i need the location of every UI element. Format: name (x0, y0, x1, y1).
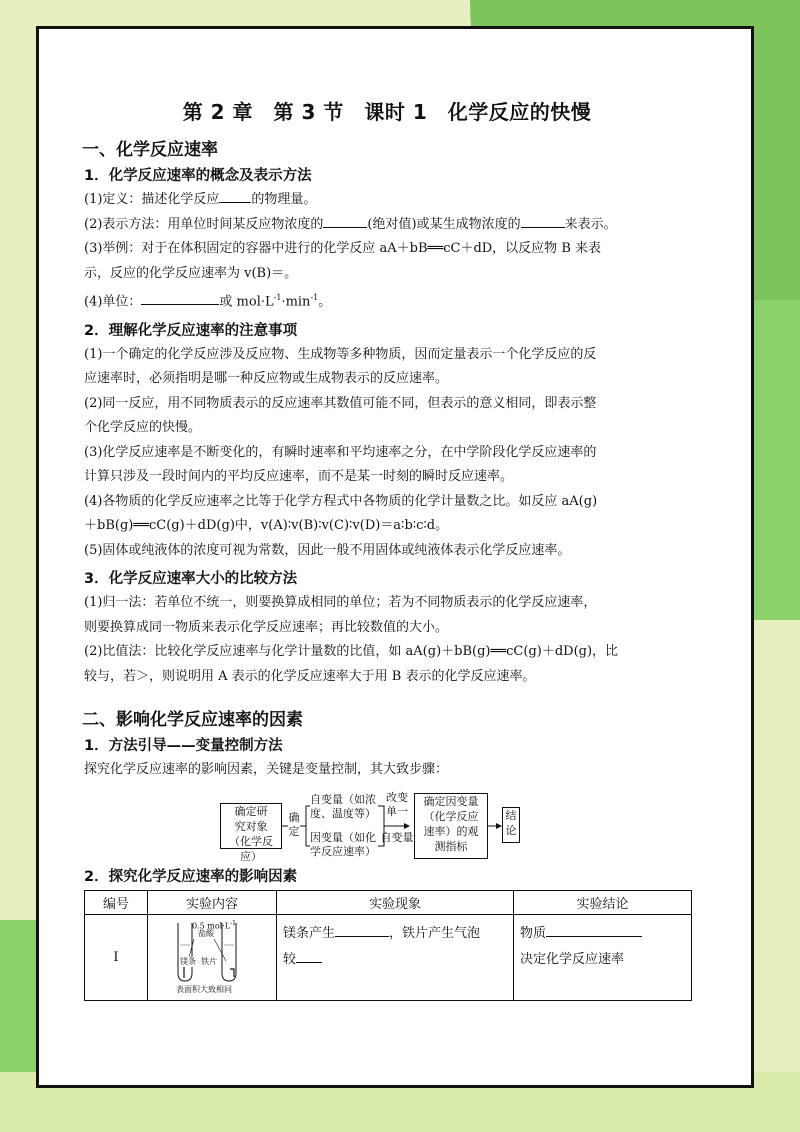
notes-line: ＋bB(g)══cC(g)＋dD(g)中，v(A)∶v(B)∶v(C)∶v(D)＝a∶b∶c∶d。 (84, 518, 449, 534)
phenomenon-text-a: 镁条产生 (283, 925, 336, 941)
table-header-row (85, 890, 692, 914)
notes-line: 应速率时，必须指明是哪一种反应物或生成物表示的反应速率。 (84, 371, 449, 387)
unit-line (84, 286, 690, 315)
method-intro: 探究化学反应速率的影响因素，关键是变量控制，其大致步骤： (84, 762, 449, 778)
definition-line (84, 188, 690, 213)
flow-label-dependent-variable (310, 831, 380, 859)
unit-text-d: 。 (318, 294, 332, 310)
subheading-compare: 3．化学反应速率大小的比较方法 (84, 571, 298, 588)
experiment-phenomenon (277, 914, 514, 1000)
blank (521, 213, 565, 228)
notes-line: (4)各物质的化学反应速率之比等于化学方程式中各物质的化学计量数之比。如反应 aA(g) (84, 493, 598, 509)
flow-text: 确 (288, 810, 300, 824)
notes-line: (1)一个确定的化学反应涉及反应物、生成物等多种物质，因而定量表示一个化学反应的反 (84, 346, 597, 362)
definition-text-a: (1)定义：描述化学反应 (84, 192, 220, 207)
flow-text: 确定因变量 (423, 794, 479, 808)
unit-text-a: (4)单位： (84, 294, 142, 310)
blank (219, 188, 251, 203)
notes-line: 计算只涉及一段时间内的平均反应速率，而不是某一时刻的瞬时反应速率。 (84, 469, 514, 485)
flow-text: 测指标 (434, 839, 468, 853)
flow-text: 结 (505, 808, 517, 822)
compare-line: 较与，若＞，则说明用 A 表示的化学反应速率大于用 B 表示的化学反应速率。 (84, 668, 536, 684)
blank (546, 922, 642, 937)
notes-line: (5)固体或纯液体的浓度可视为常数，因此一般不用固体或纯液体表示化学反应速率。 (84, 542, 571, 558)
notes-line: 个化学反应的快慢。 (84, 420, 202, 436)
flow-box-conclusion (502, 807, 520, 843)
flow-text: 定 (288, 824, 300, 838)
flow-text: 自变量（如浓 (310, 792, 376, 806)
flow-box-observation-index (414, 793, 488, 859)
blank (323, 213, 367, 228)
conclusion-text-b: 决定化学反应速率 (520, 951, 625, 967)
subheading-method: 1．方法引导——变量控制方法 (84, 738, 283, 755)
flow-label-independent-variable (310, 793, 380, 821)
blank (335, 922, 389, 937)
table-row (85, 914, 692, 1000)
experiment-id: Ⅰ (85, 914, 148, 1000)
method-text-c: 来表示。 (564, 216, 617, 232)
diagram-caption: 表面积大致相同 (176, 985, 232, 995)
flow-text: 度、温度等） (310, 806, 376, 820)
experiment-diagram-cell (148, 914, 277, 1000)
document-content (84, 96, 690, 1001)
experiment-conclusion (514, 914, 692, 1000)
table-header: 实验现象 (277, 890, 514, 914)
flow-text: 学反应速率） (310, 844, 376, 858)
acid-concentration: 0.5 mol·L (192, 921, 231, 931)
unit-text-c: ·min (281, 294, 311, 310)
test-tube-diagram (148, 915, 272, 999)
blank (296, 948, 322, 963)
blank (141, 290, 219, 305)
compare-line: 则要换算成同一物质来表示化学反应速率；再比较数值的大小。 (84, 619, 449, 635)
flow-text: （化学反应） (229, 834, 273, 863)
flow-text: 确定研 (234, 804, 268, 818)
method-line (84, 213, 690, 238)
table-header: 实验结论 (514, 890, 692, 914)
unit-sup-b: -1 (310, 293, 319, 302)
acid-name-label: 盐酸 (198, 929, 214, 939)
notes-line: (2)同一反应，用不同物质表示的反应速率其数值可能不同，但表示的意义相同，即表示整 (84, 395, 597, 411)
experiment-table (84, 890, 692, 1001)
variable-control-flowchart (220, 791, 520, 861)
flow-text: 自变量 (380, 830, 414, 844)
section-heading-rate: 一、化学反应速率 (82, 140, 218, 160)
flow-box-research-object (220, 803, 282, 863)
phenomenon-text-c: 较 (283, 951, 297, 967)
conclusion-text-a: 物质 (520, 925, 547, 941)
notes-line: (3)化学反应速率是不断变化的，有瞬时速率和平均速率之分，在中学阶段化学反应速率的 (84, 444, 597, 460)
metal-labels: 镁条 铁片 (180, 957, 218, 967)
table-header: 编号 (85, 890, 148, 914)
example-line-2: 示，反应的化学反应速率为 v(B)＝。 (84, 265, 298, 281)
compare-line: (2)比值法：比较化学反应速率与化学计量数的比值，如 aA(g)＋bB(g)══cC(g)＋dD(g)，比 (84, 644, 619, 660)
acid-concentration-sup: -1 (230, 920, 236, 928)
subheading-concept: 1．化学反应速率的概念及表示方法 (84, 168, 312, 184)
method-text-a: (2)表示方法：用单位时间某反应物浓度的 (84, 216, 324, 232)
table-header: 实验内容 (148, 890, 277, 914)
unit-text-b: 或 mol·L (219, 294, 274, 310)
method-text-b: (绝对值)或某生成物浓度的 (367, 216, 521, 232)
flow-text: 单一 (386, 804, 408, 818)
subheading-explore: 2．探究化学反应速率的影响因素 (84, 868, 298, 885)
flow-label-change-variable-b (380, 831, 414, 845)
flow-text: （化学反应 (423, 809, 479, 823)
flow-label-change-variable (386, 791, 408, 819)
flow-text: 论 (505, 823, 517, 837)
flow-text: 改变 (386, 790, 408, 804)
subheading-notes: 2．理解化学反应速率的注意事项 (84, 322, 298, 339)
page-title: 第 2 章 第 3 节 课时 1 化学反应的快慢 (182, 100, 592, 124)
section-heading-factors: 二、影响化学反应速率的因素 (82, 710, 303, 731)
definition-text-b: 的物理量。 (251, 192, 317, 207)
flow-text: 究对象 (234, 819, 268, 833)
flow-text: 因变量（如化 (310, 830, 376, 844)
example-line-1: (3)举例：对于在体积固定的容器中进行的化学反应 aA＋bB══cC＋dD，以反应物 B 来表 (84, 241, 602, 256)
unit-sup-a: -1 (273, 293, 282, 302)
phenomenon-text-b: ，铁片产生气泡 (389, 925, 481, 941)
flow-label-determine (288, 811, 300, 839)
flow-text: 速率）的观 (423, 824, 479, 838)
compare-line: (1)归一法：若单位不统一，则要换算成相同的单位；若为不同物质表示的化学反应速率， (84, 595, 597, 611)
